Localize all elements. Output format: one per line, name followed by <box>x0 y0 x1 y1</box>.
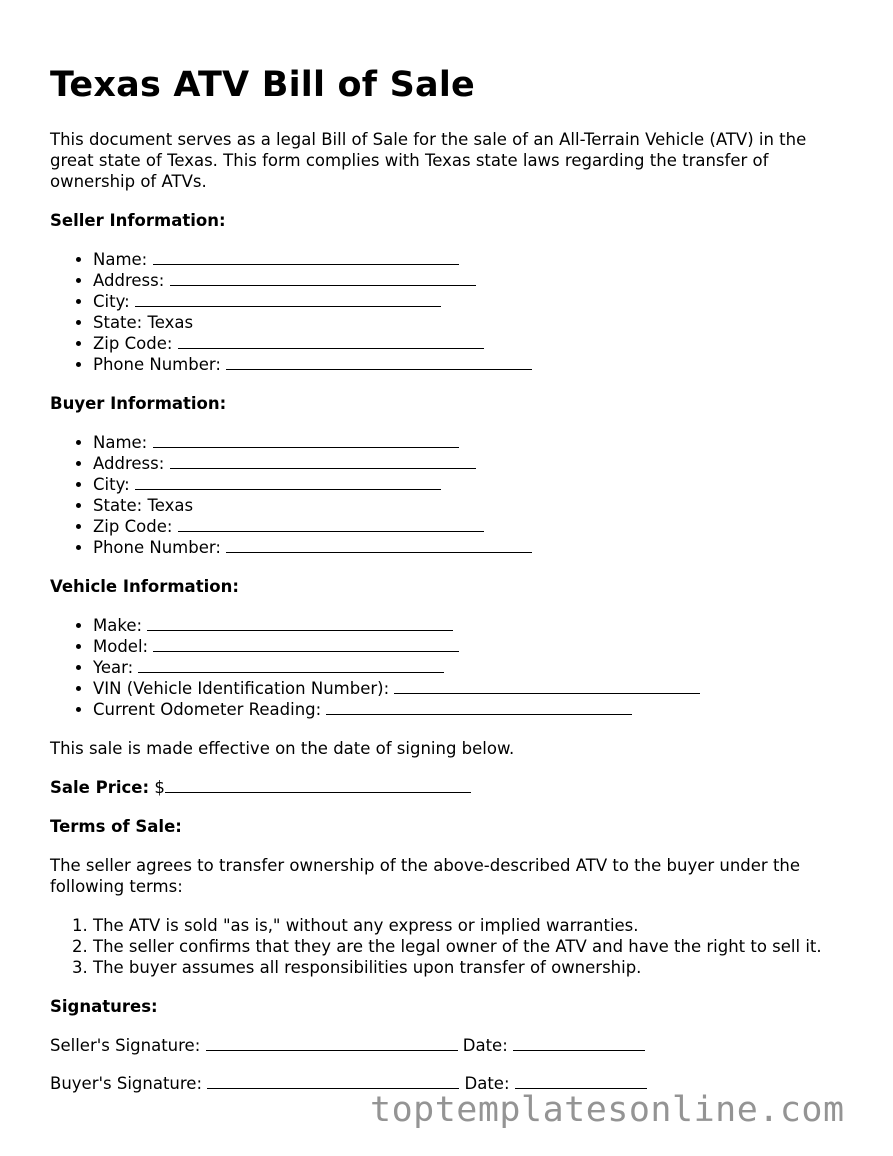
vehicle-year-field[interactable] <box>138 657 444 673</box>
seller-zip-label: Zip Code: <box>93 334 173 353</box>
seller-state-label: State: Texas <box>93 313 194 332</box>
seller-name-field[interactable] <box>153 249 459 265</box>
document-title: Texas ATV Bill of Sale <box>50 65 475 105</box>
currency-symbol: $ <box>154 778 165 797</box>
seller-date-label: Date: <box>462 1036 508 1055</box>
buyer-state-label: State: Texas <box>93 496 194 515</box>
list-item <box>93 249 850 270</box>
list-item <box>93 657 850 678</box>
list-item <box>93 432 850 453</box>
watermark-text: toptemplatesonline.com <box>370 1090 845 1130</box>
seller-signature-line <box>50 1035 850 1056</box>
intro-paragraph: This document serves as a legal Bill of Sale for the sale of an All-Terrain Vehicle (ATV) in the great state of Texas. This form complies with Texas state laws regarding the transfer of ownership of ATVs. <box>50 130 807 191</box>
seller-address-label: Address: <box>93 271 165 290</box>
seller-city-label: City: <box>93 292 130 311</box>
buyer-name-label: Name: <box>93 433 148 452</box>
list-item <box>93 537 850 558</box>
seller-address-field[interactable] <box>170 270 476 286</box>
seller-heading: Seller Information: <box>50 211 226 230</box>
vehicle-model-field[interactable] <box>153 636 459 652</box>
effective-date-text: This sale is made effective on the date of signing below. <box>50 739 515 758</box>
signatures-heading: Signatures: <box>50 997 158 1016</box>
list-item <box>93 453 850 474</box>
seller-zip-field[interactable] <box>178 333 484 349</box>
list-item <box>93 495 850 516</box>
buyer-address-label: Address: <box>93 454 165 473</box>
vehicle-year-label: Year: <box>93 658 134 677</box>
sale-price-label: Sale Price: <box>50 778 150 797</box>
buyer-name-field[interactable] <box>153 432 459 448</box>
buyer-zip-label: Zip Code: <box>93 517 173 536</box>
sale-price-line <box>50 777 850 798</box>
vehicle-list <box>50 615 850 720</box>
vehicle-model-label: Model: <box>93 637 149 656</box>
buyer-address-field[interactable] <box>170 453 476 469</box>
buyer-signature-label: Buyer's Signature: <box>50 1074 203 1093</box>
buyer-zip-field[interactable] <box>178 516 484 532</box>
buyer-heading: Buyer Information: <box>50 394 227 413</box>
terms-heading: Terms of Sale: <box>50 817 182 836</box>
list-item <box>93 636 850 657</box>
list-item <box>93 699 850 720</box>
vehicle-make-field[interactable] <box>147 615 453 631</box>
buyer-signature-field[interactable] <box>207 1073 459 1089</box>
seller-name-label: Name: <box>93 250 148 269</box>
list-item <box>93 333 850 354</box>
list-item: 3. The buyer assumes all responsibilities upon transfer of ownership. <box>93 957 850 978</box>
list-item <box>93 516 850 537</box>
list-item <box>93 270 850 291</box>
list-item <box>93 615 850 636</box>
sale-price-field[interactable] <box>165 777 471 793</box>
seller-date-field[interactable] <box>513 1035 645 1051</box>
list-item <box>93 678 850 699</box>
buyer-phone-label: Phone Number: <box>93 538 221 557</box>
buyer-date-label: Date: <box>464 1074 510 1093</box>
seller-phone-label: Phone Number: <box>93 355 221 374</box>
vehicle-heading: Vehicle Information: <box>50 577 239 596</box>
seller-city-field[interactable] <box>135 291 441 307</box>
list-item: 2. The seller confirms that they are the legal owner of the ATV and have the right to sell it. <box>93 936 850 957</box>
vehicle-vin-field[interactable] <box>394 678 700 694</box>
seller-list <box>50 249 850 375</box>
terms-list <box>50 915 850 978</box>
vehicle-vin-label: VIN (Vehicle Identification Number): <box>93 679 390 698</box>
vehicle-odometer-field[interactable] <box>326 699 632 715</box>
seller-signature-label: Seller's Signature: <box>50 1036 201 1055</box>
list-item <box>93 474 850 495</box>
buyer-city-field[interactable] <box>135 474 441 490</box>
document-page <box>50 0 850 1094</box>
vehicle-odometer-label: Current Odometer Reading: <box>93 700 322 719</box>
seller-signature-field[interactable] <box>206 1035 458 1051</box>
buyer-city-label: City: <box>93 475 130 494</box>
list-item <box>93 354 850 375</box>
list-item <box>93 291 850 312</box>
buyer-date-field[interactable] <box>515 1073 647 1089</box>
terms-intro: The seller agrees to transfer ownership of the above-described ATV to the buyer under the following terms: <box>50 856 801 896</box>
buyer-phone-field[interactable] <box>226 537 532 553</box>
vehicle-make-label: Make: <box>93 616 143 635</box>
list-item: 1. The ATV is sold "as is," without any express or implied warranties. <box>93 915 850 936</box>
list-item <box>93 312 850 333</box>
buyer-list <box>50 432 850 558</box>
seller-phone-field[interactable] <box>226 354 532 370</box>
